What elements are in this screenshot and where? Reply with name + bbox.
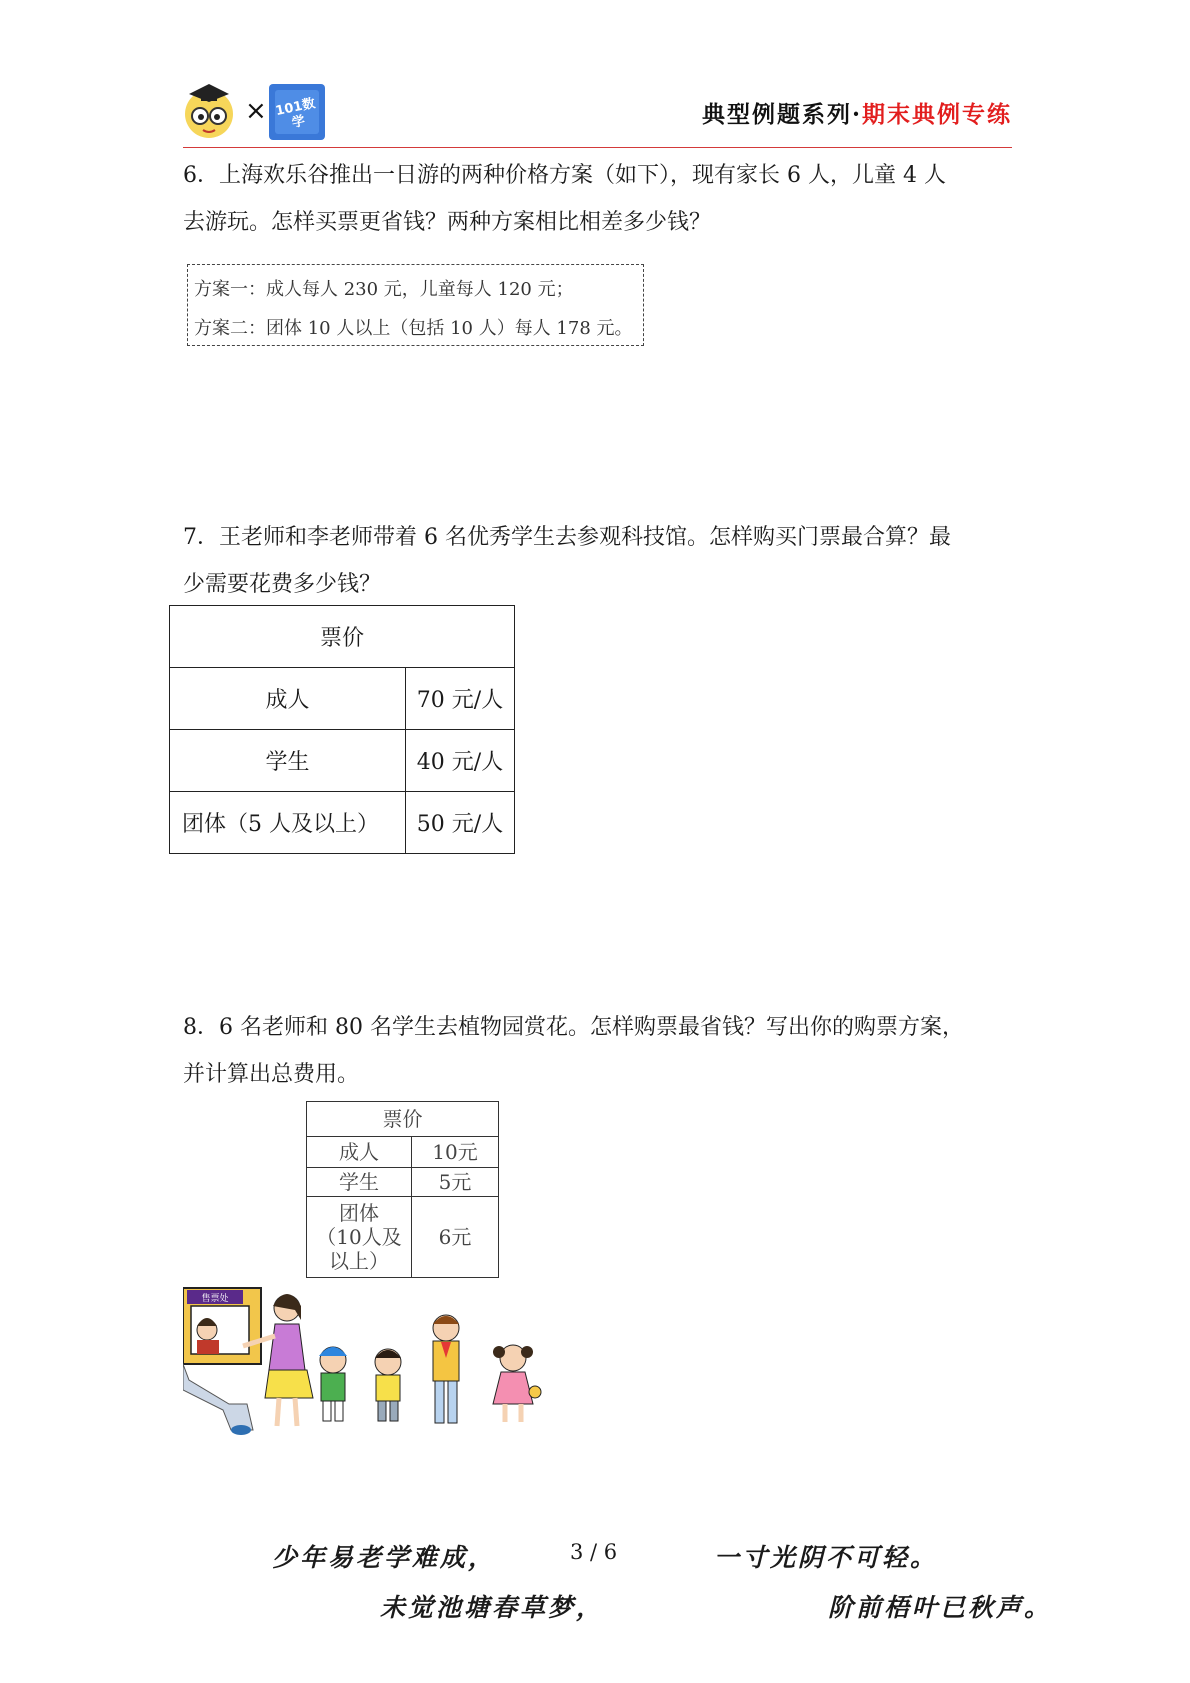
q8-line1: 8．6 名老师和 80 名学生去植物园赏花。怎样购票最省钱？写出你的购票方案， <box>183 1015 964 1040</box>
series-title-main: 典型例题系列· <box>701 101 862 128</box>
ticket-queue-illustration <box>183 1280 583 1440</box>
booth-sign: 售票处 <box>201 1294 229 1304</box>
q8-group-line: 以上） <box>329 1249 389 1273</box>
girl-figure-icon <box>493 1345 541 1422</box>
q7-row-price: 50 元/人 <box>406 792 515 854</box>
q8-row-label: 学生 <box>307 1168 412 1197</box>
q8-group-line: 团体 <box>339 1201 379 1225</box>
series-title-sub: 期末典例专练 <box>862 101 1012 128</box>
page-number: 3 / 6 <box>570 1540 618 1564</box>
table-row <box>170 730 515 792</box>
q7-row-label: 学生 <box>170 730 406 792</box>
q7-table-header: 票价 <box>170 606 515 668</box>
boy-figure-icon <box>375 1349 401 1421</box>
q8-group-line: （10人及 <box>316 1225 402 1249</box>
q8-row-price: 5元 <box>412 1168 499 1197</box>
q8-row-price: 10元 <box>412 1137 499 1168</box>
poem-line2-right: 阶前梧叶已秋声。 <box>828 1593 1053 1622</box>
q8-row-label <box>307 1197 412 1278</box>
math-101-logo-text: 101数学 <box>274 96 317 132</box>
q6-line2: 去游玩。怎样买票更省钱？两种方案相比相差多少钱？ <box>183 210 712 235</box>
q8-row-price: 6元 <box>412 1197 499 1278</box>
q7-row-label: 团体（5 人及以上） <box>170 792 406 854</box>
poem-line1-left: 少年易老学难成， <box>272 1543 497 1572</box>
boy-with-cap-icon <box>319 1347 347 1421</box>
q8-row-label: 成人 <box>307 1137 412 1168</box>
q7-price-table <box>169 605 515 854</box>
q7-line1: 7．王老师和李老师带着 6 名优秀学生去参观科技馆。怎样购买门票最合算？最 <box>183 525 951 550</box>
times-icon: × <box>245 96 267 126</box>
table-row <box>307 1168 499 1197</box>
q7-row-price: 40 元/人 <box>406 730 515 792</box>
tall-boy-figure-icon <box>433 1315 459 1423</box>
q6-plan2: 方案二：团体 10 人以上（包括 10 人）每人 178 元。 <box>194 318 633 339</box>
q7-row-label: 成人 <box>170 668 406 730</box>
table-row <box>307 1137 499 1168</box>
poem-line1-right: 一寸光阴不可轻。 <box>714 1543 939 1572</box>
ticket-booth-icon <box>183 1288 261 1435</box>
q7-line2: 少需要花费多少钱？ <box>183 572 382 597</box>
q6-plan1: 方案一：成人每人 230 元，儿童每人 120 元； <box>194 279 574 300</box>
q6-plan-box <box>187 264 644 346</box>
table-row <box>307 1102 499 1137</box>
table-row <box>307 1197 499 1278</box>
header-rule <box>183 147 1012 148</box>
q6-line1: 6．上海欢乐谷推出一日游的两种价格方案（如下），现有家长 6 人，儿童 4 人 <box>183 163 946 188</box>
q8-table-header: 票价 <box>307 1102 499 1137</box>
q8-price-table <box>306 1101 499 1278</box>
q7-row-price: 70 元/人 <box>406 668 515 730</box>
q8-line2: 并计算出总费用。 <box>183 1062 360 1087</box>
table-row <box>170 792 515 854</box>
series-title <box>702 96 1012 129</box>
table-row <box>170 606 515 668</box>
owl-mascot-icon <box>185 84 233 138</box>
poem-line2-left: 未觉池塘春草梦， <box>380 1593 605 1622</box>
table-row <box>170 668 515 730</box>
